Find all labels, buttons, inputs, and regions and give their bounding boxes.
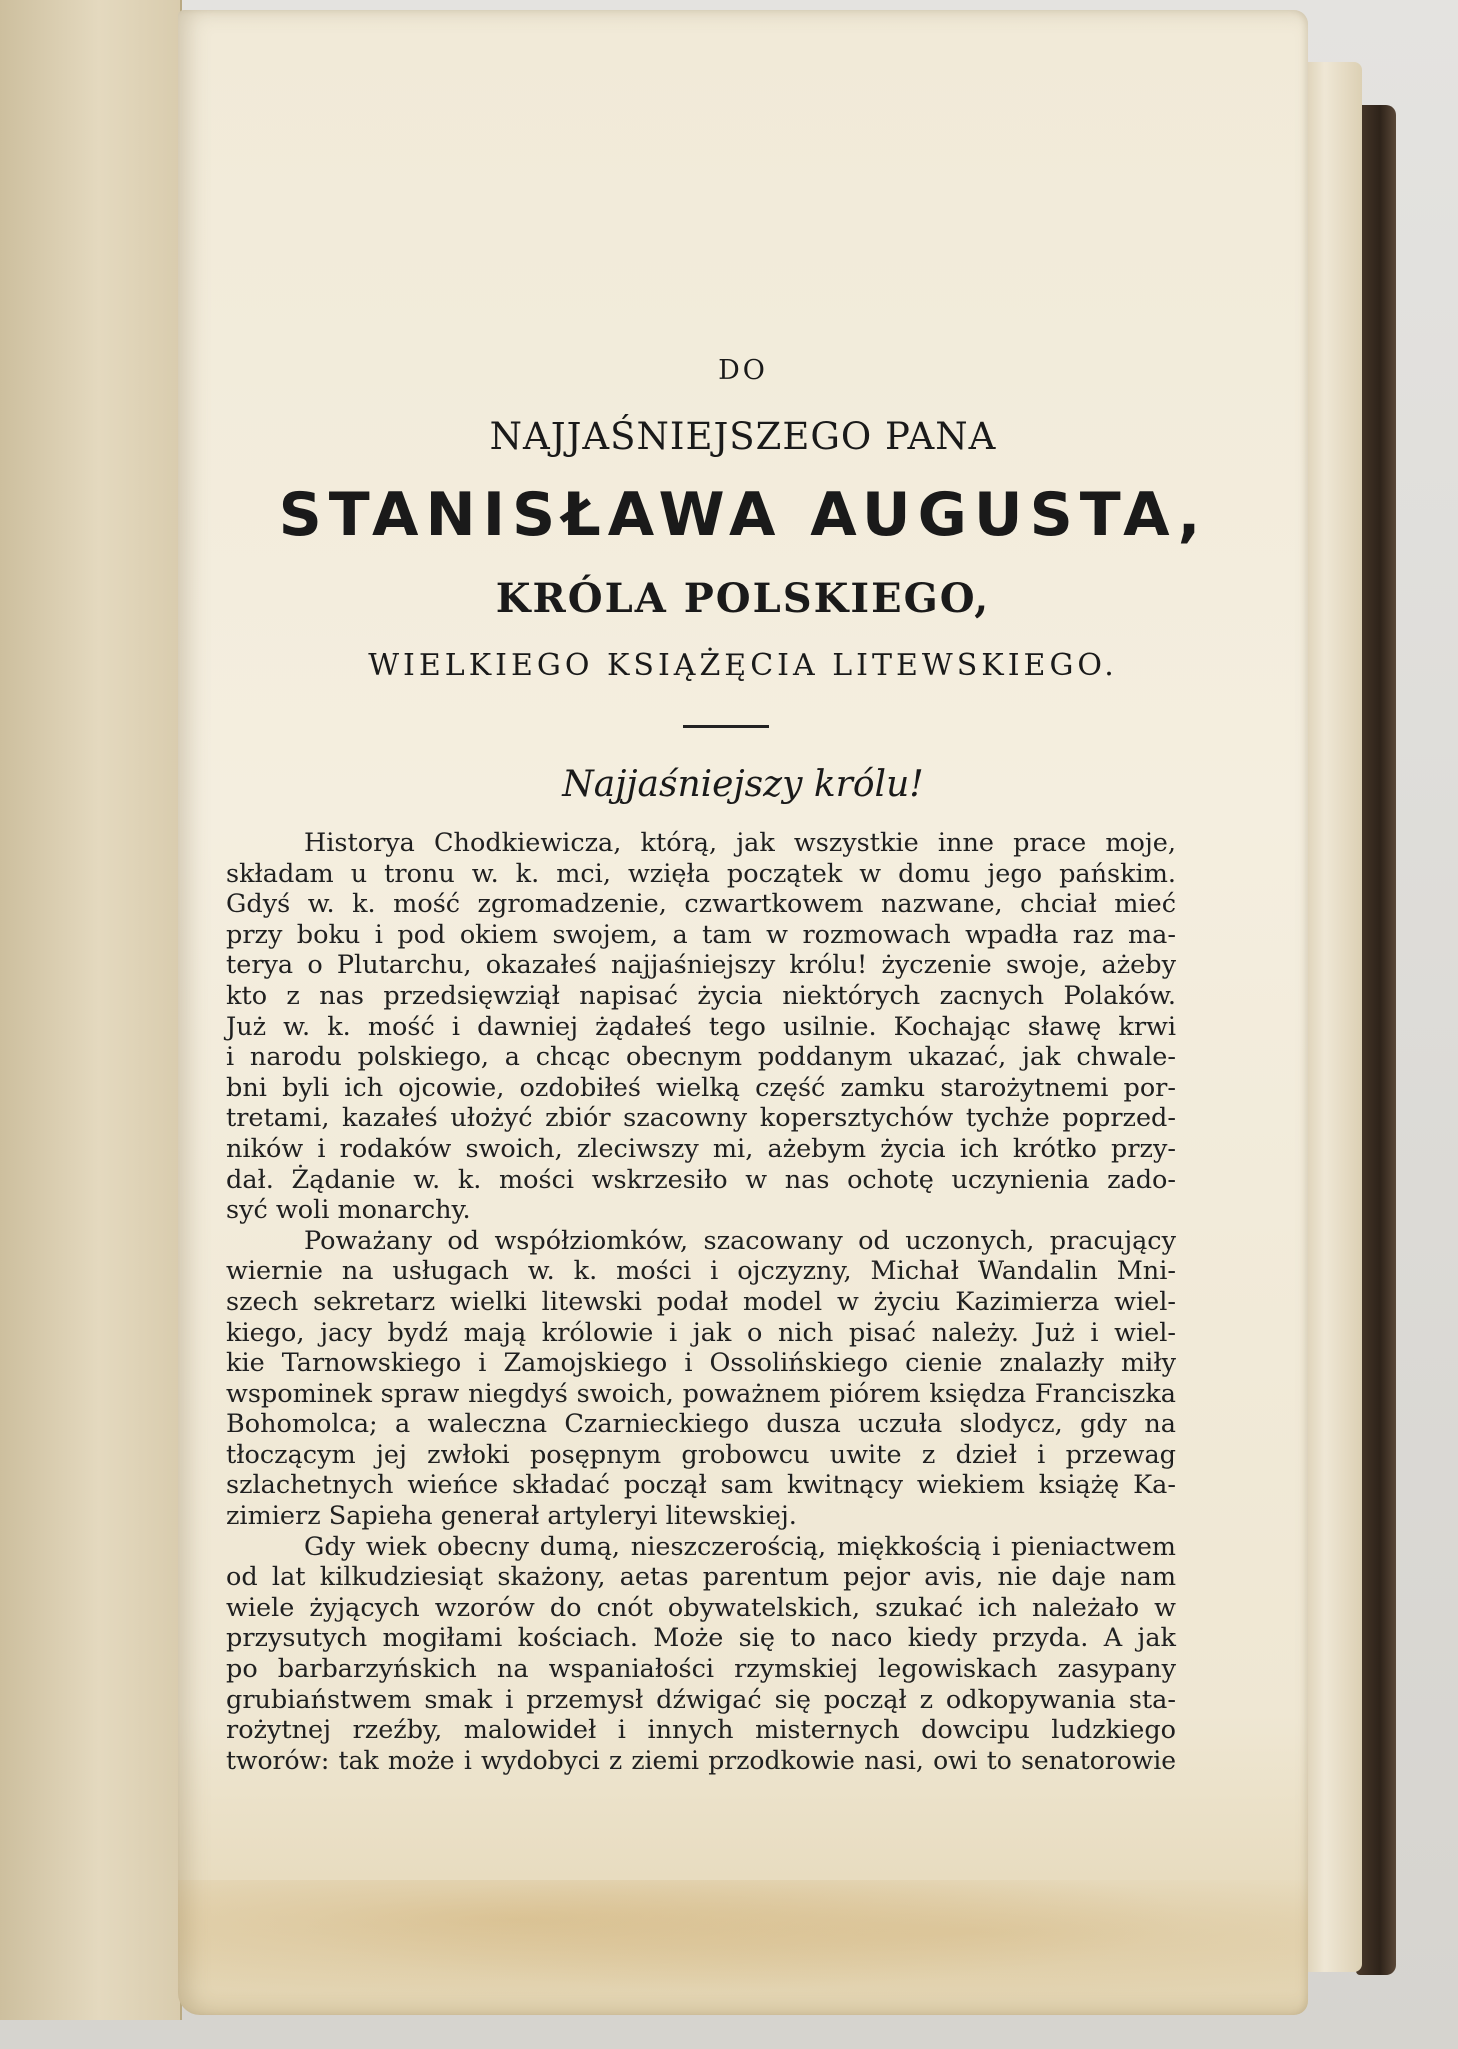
text-line: kie Tarnowskiego i Zamojskiego i Ossolińskiego cienie znalazły miły xyxy=(226,1348,1176,1379)
text-line: grubiaństwem smak i przemysł dźwigać się począł z odkopywania sta- xyxy=(226,1684,1176,1715)
text-line: Gdyś w. k. mość zgromadzenie, czwartkowem nazwane, chciał mieć xyxy=(226,889,1176,920)
text-line: od lat kilkudziesiąt skażony, aetas parentum pejor avis, nie daje nam xyxy=(226,1562,1176,1593)
text-line: i narodu polskiego, a chcąc obecnym poddanym ukazać, jak chwale- xyxy=(226,1042,1176,1073)
text-line: syć woli monarchy. xyxy=(226,1195,471,1226)
page-stack-edge xyxy=(1300,62,1362,1972)
text-line: kto z nas przedsięwziął napisać życia niektórych zacnych Polaków. xyxy=(226,980,1176,1011)
text-line: wiele żyjących wzorów do cnót obywatelskich, szukać ich należało w xyxy=(226,1592,1176,1623)
text-line: tłoczącym jej zwłoki posępnym grobowcu uwite z dzieł i przewag xyxy=(226,1439,1176,1470)
body-text xyxy=(226,828,1176,1776)
heading-divider xyxy=(683,725,769,728)
book-binding xyxy=(1356,105,1396,1975)
text-line: tretami, kazałeś ułożyć zbiór szacowny kopersztychów tychże poprzed- xyxy=(226,1103,1176,1134)
text-line: terya o Plutarchu, okazałeś najjaśniejszy królu! życzenie swoje, ażeby xyxy=(226,950,1176,981)
text-line: rożytnej rzeźby, malowideł i innych misternych dowcipu ludzkiego xyxy=(226,1715,1176,1746)
text-line: przy boku i pod okiem swojem, a tam w rozmowach wpadła raz ma- xyxy=(226,919,1176,950)
paragraph-2 xyxy=(226,1226,1176,1532)
heading-do: DO xyxy=(718,355,768,386)
text-line: szech sekretarz wielki litewski podał model w życiu Kazimierza wiel- xyxy=(226,1286,1176,1317)
text-line: kiego, jacy bydź mają królowie i jak o nich pisać należy. Już i wiel- xyxy=(226,1317,1176,1348)
text-line: zimierz Sapieha generał artyleryi litewskiej. xyxy=(226,1501,797,1532)
heading-name: NAJJAŚNIEJSZEGO PANA xyxy=(489,415,997,458)
left-page-edge xyxy=(0,0,182,2020)
text-line: Poważany od współziomków, szacowany od uczonych, pracujący xyxy=(304,1225,1176,1256)
text-line: tworów: tak może i wydobyci z ziemi przodkowie nasi, owi to senatorowie xyxy=(226,1745,1176,1775)
text-line: Gdy wiek obecny dumą, nieszczerością, miękkością i pieniactwem xyxy=(304,1531,1176,1562)
text-line: składam u tronu w. k. mci, wzięła początek w domu jego pańskim. xyxy=(226,858,1176,889)
text-line: szlachetnych wieńce składać począł sam kwitnący wiekiem książę Ka- xyxy=(226,1470,1176,1501)
text-line: bni byli ich ojcowie, ozdobiłeś wielką część zamku starożytnemi por- xyxy=(226,1072,1176,1103)
heading-king-title: KRÓLA POLSKIEGO, xyxy=(495,575,991,622)
text-line: wiernie na usługach w. k. mości i ojczyzny, Michał Wandalin Mni- xyxy=(226,1256,1176,1287)
paragraph-3 xyxy=(226,1532,1176,1777)
text-line: wspominek spraw niegdyś swoich, poważnem piórem księdza Franciszka xyxy=(226,1378,1176,1409)
text-line: dał. Żądanie w. k. mości wskrzesiło w nas ochotę uczynienia zado- xyxy=(226,1164,1176,1195)
text-line: Historya Chodkiewicza, którą, jak wszystkie inne prace moje, xyxy=(304,828,1176,858)
text-line: po barbarzyńskich na wspaniałości rzymskiej legowiskach zasypany xyxy=(226,1654,1176,1685)
heading-duke-title: WIELKIEGO KSIĄŻĘCIA LITEWSKIEGO. xyxy=(368,648,1118,683)
heading-king-name: STANISŁAWA AUGUSTA, xyxy=(278,480,1208,550)
paragraph-1 xyxy=(226,828,1176,1226)
salutation: Najjaśniejszy królu! xyxy=(562,764,924,805)
text-line: Już w. k. mość i dawniej żądałeś tego usilnie. Kochając sławę krwi xyxy=(226,1011,1176,1042)
text-line: przysutych mogiłami kościach. Może się to naco kiedy przyda. A jak xyxy=(226,1623,1176,1654)
text-line: ników i rodaków swoich, zleciwszy mi, ażebym życia ich krótko przy- xyxy=(226,1133,1176,1164)
text-line: Bohomolca; a waleczna Czarnieckiego dusza uczuła slodycz, gdy na xyxy=(226,1409,1176,1440)
